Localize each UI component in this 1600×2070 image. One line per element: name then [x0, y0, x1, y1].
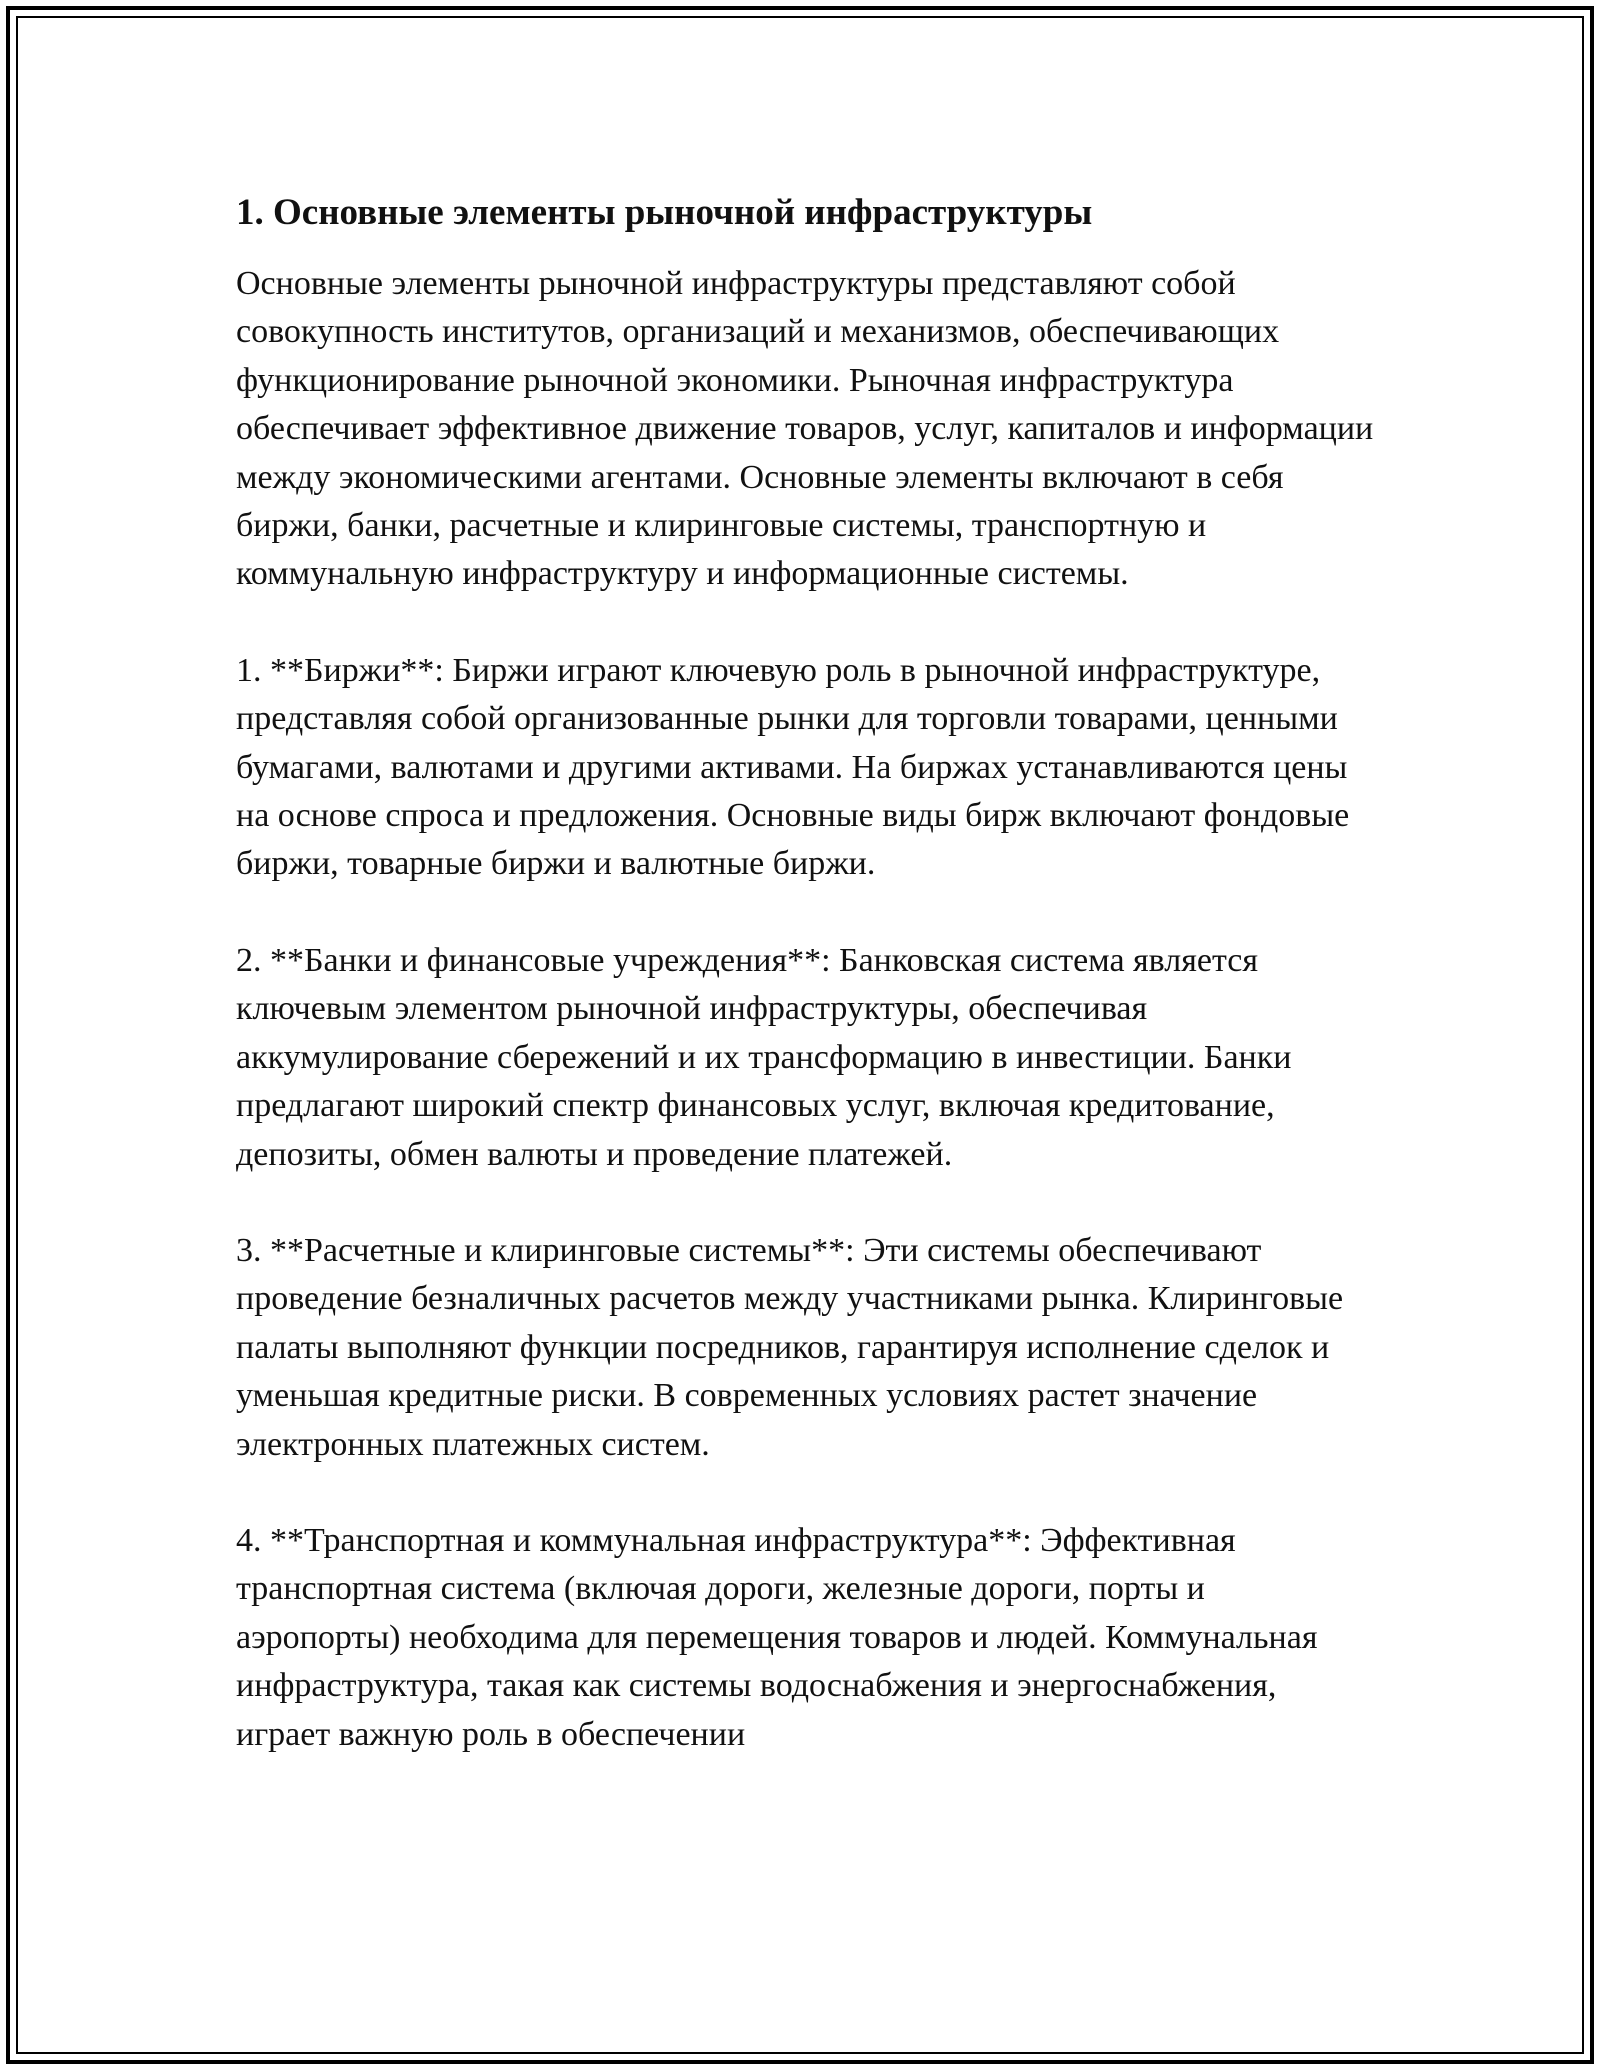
paragraph-exchanges: 1. **Биржи**: Биржи играют ключевую роль в рыночной инфраструктуре, представляя собой организованные рынки для торговли товарами, ценными бумагами, валютами и другими активами. На биржах устанавливаются цены на основе спроса и предложения. Основные виды бирж включают фондовые биржи, товарные биржи и валютные биржи. — [236, 651, 1350, 883]
section-heading: 1. Основные элементы рыночной инфраструктуры — [236, 192, 1093, 233]
paragraph-clearing-systems: 3. **Расчетные и клиринговые системы**: Эти системы обеспечивают проведение безналичных расчетов между участниками рынка. Клиринговые палаты выполняют функции посредников, гарантируя исполнение сделок и уменьшая кредитные риски. В современных условиях растет значение электронных платежных систем. — [236, 1231, 1344, 1463]
paragraph-banks: 2. **Банки и финансовые учреждения**: Банковская система является ключевым элементом рыночной инфраструктуры, обеспечивая аккумулирование сбережений и их трансформацию в инвестиции. Банки предлагают широкий спектр финансовых услуг, включая кредитование, депозиты, обмен валюты и проведение платежей. — [236, 941, 1292, 1173]
paragraph-transport-infrastructure: 4. **Транспортная и коммунальная инфраструктура**: Эффективная транспортная система (включая дороги, железные дороги, порты и аэропорты) необходима для перемещения товаров и людей. Коммунальная инфраструктура, такая как системы водоснабжения и энергоснабжения, играет важную роль в обеспечении — [236, 1521, 1318, 1753]
intro-paragraph: Основные элементы рыночной инфраструктуры представляют собой совокупность институтов, организаций и механизмов, обеспечивающих функционирование рыночной экономики. Рыночная инфраструктура обеспечивает эффективное движение товаров, услуг, капиталов и информации между экономическими агентами. Основные элементы включают в себя биржи, банки, расчетные и клиринговые системы, транспортную и коммунальную инфраструктуру и информационные системы. — [236, 265, 1374, 593]
document-body — [236, 186, 1376, 1807]
